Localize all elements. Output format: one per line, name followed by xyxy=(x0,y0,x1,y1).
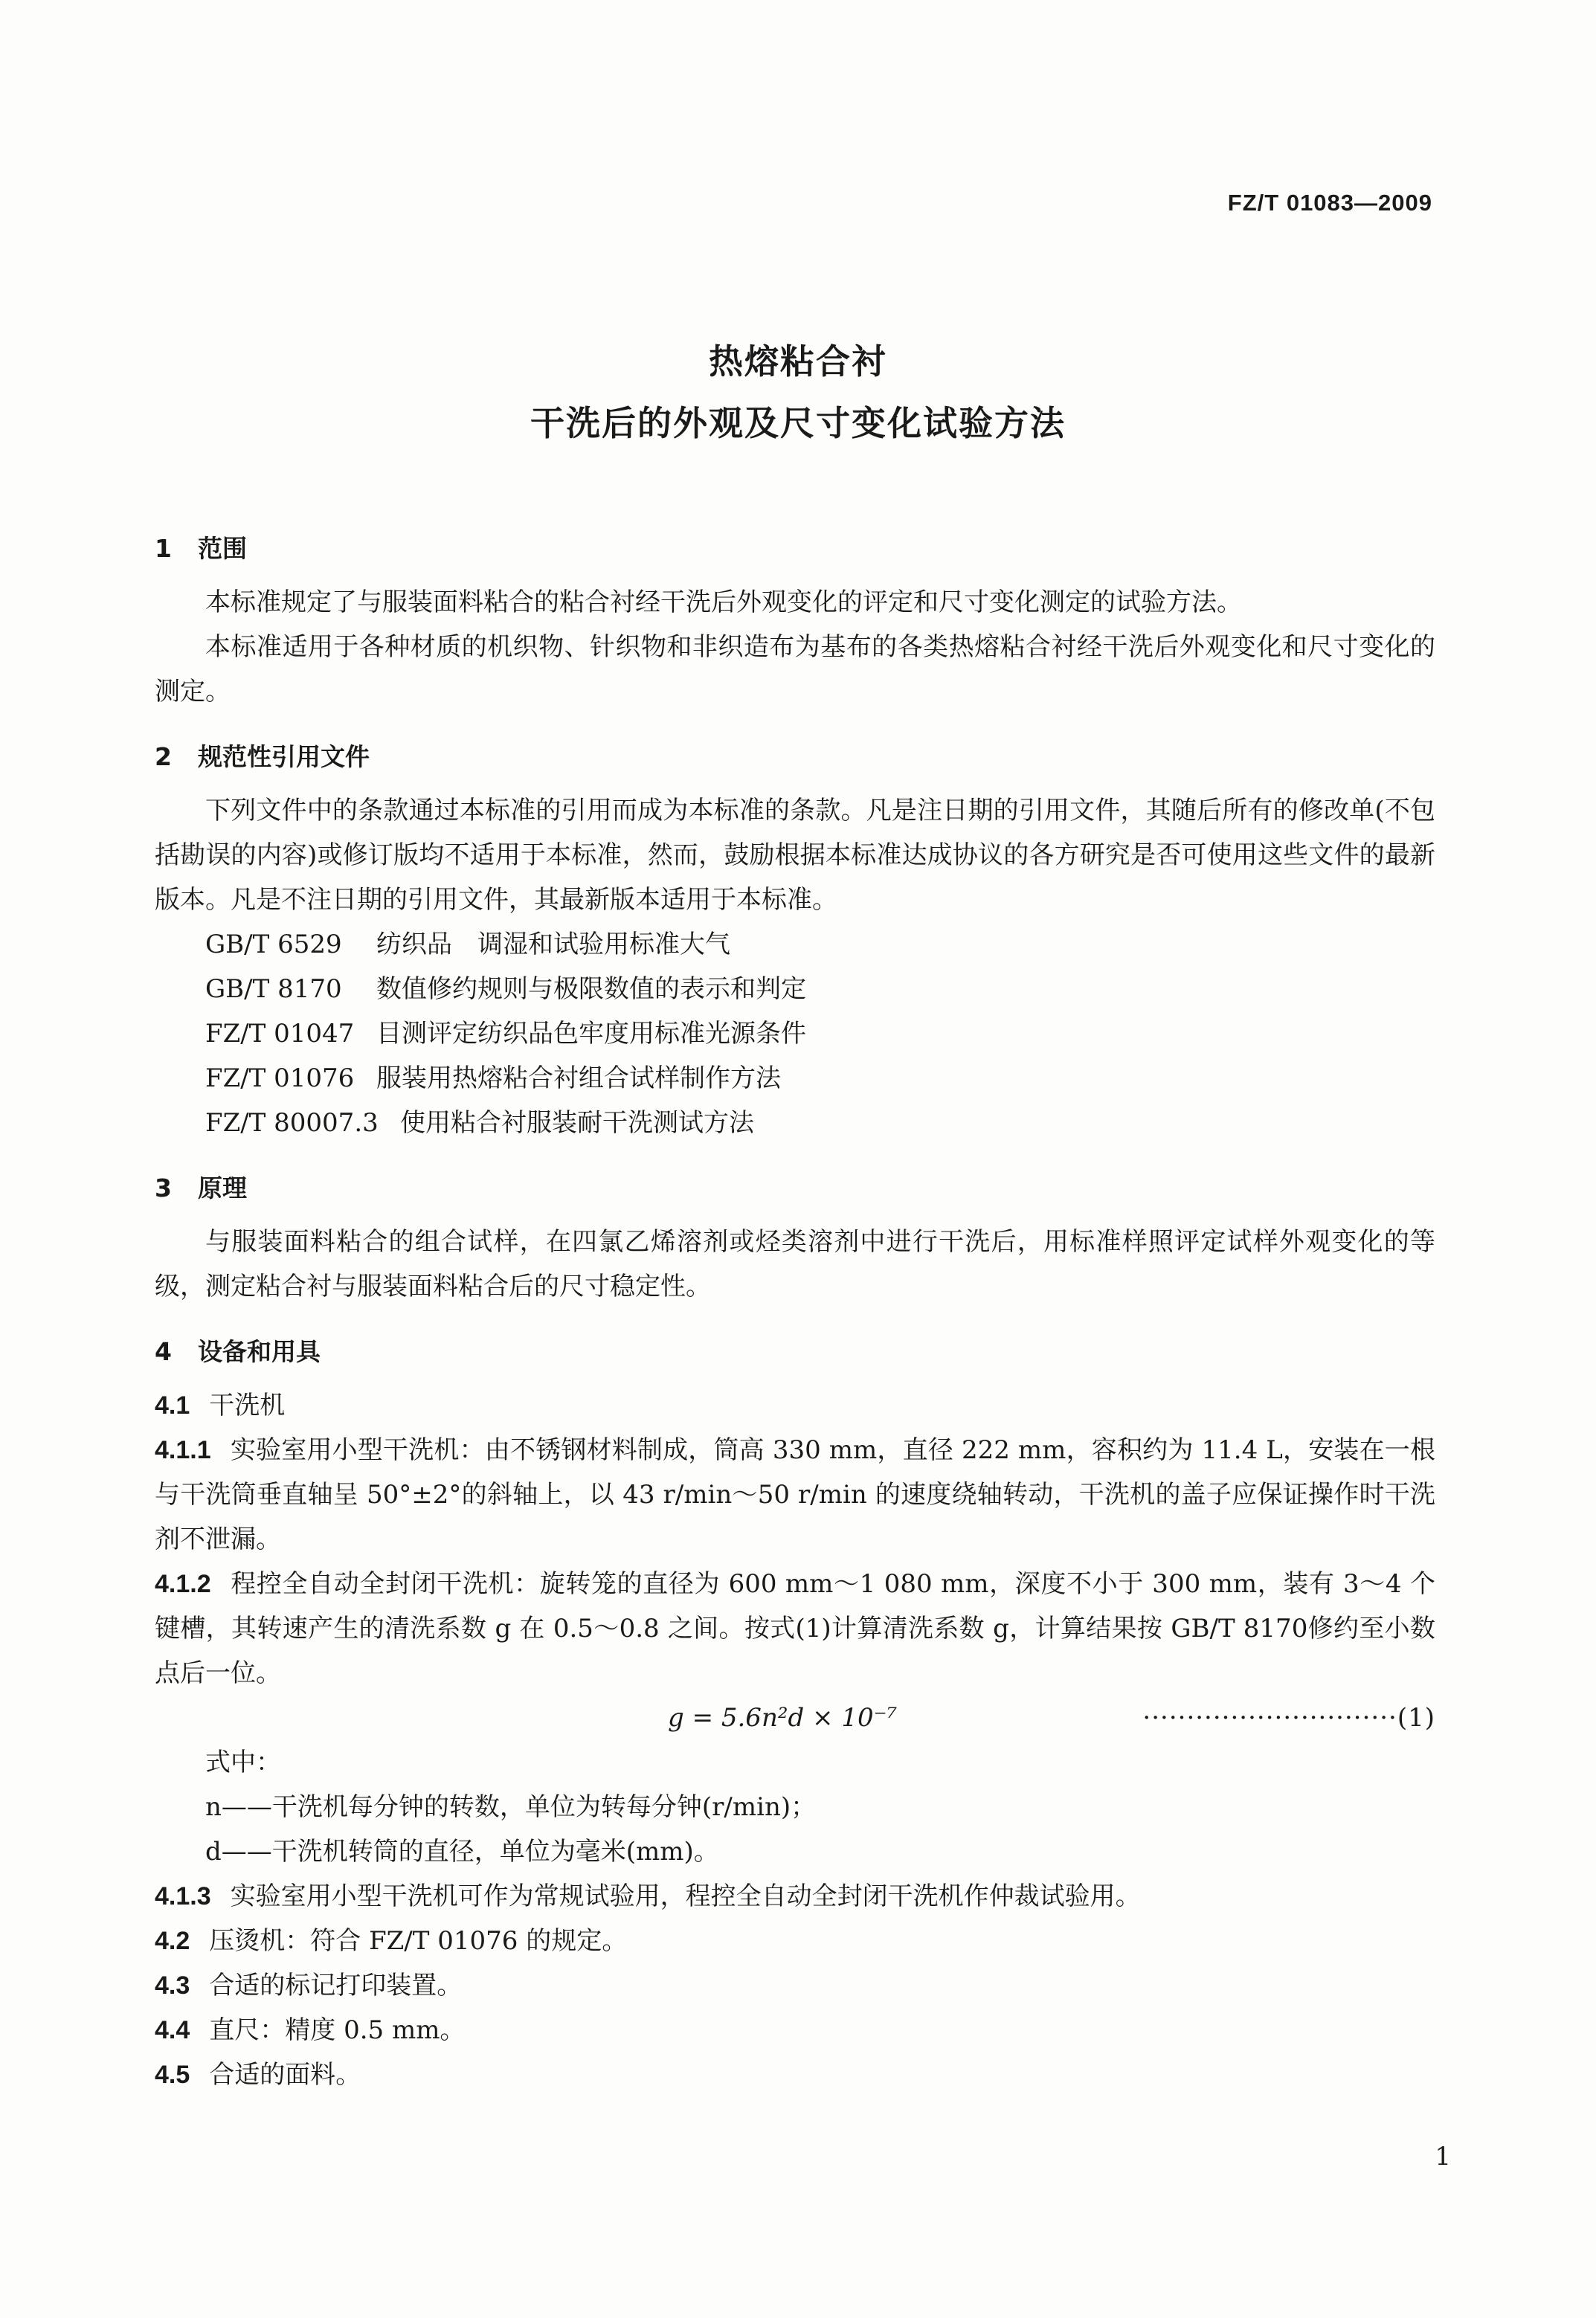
clause-number: 4.1.3 xyxy=(155,1882,211,1910)
reference-item xyxy=(155,1056,1435,1101)
clause-text: 干洗机 xyxy=(209,1391,286,1420)
section-title: 设备和用具 xyxy=(198,1337,321,1366)
clause-number: 4.1.2 xyxy=(155,1570,211,1598)
clause-text: 实验室用小型干洗机可作为常规试验用，程控全自动全封闭干洗机作仲裁试验用。 xyxy=(230,1881,1141,1911)
formula-variable-n: n——干洗机每分钟的转数，单位为转每分钟(r/min)； xyxy=(205,1792,817,1822)
section-number: 3 xyxy=(155,1174,172,1203)
section-title: 规范性引用文件 xyxy=(198,742,370,771)
clause-4-3 xyxy=(155,1963,1435,2008)
reference-title: 纺织品 调湿和试验用标准大气 xyxy=(376,930,730,959)
section-number: 1 xyxy=(155,534,172,563)
clause-4-2 xyxy=(155,1919,1435,1963)
clause-4-1 xyxy=(155,1383,1435,1428)
section-heading-apparatus xyxy=(155,1336,1435,1368)
section-title: 原理 xyxy=(198,1174,247,1203)
clause-number: 4.5 xyxy=(155,2061,190,2089)
reference-code: GB/T 8170 xyxy=(205,974,342,1004)
document-subtitle: 干洗后的外观及尺寸变化试验方法 xyxy=(530,403,1066,443)
clause-4-4 xyxy=(155,2008,1435,2053)
paragraph: 本标准规定了与服装面料粘合的粘合衬经干洗后外观变化的评定和尺寸变化测定的试验方法。 xyxy=(205,587,1242,617)
clause-number: 4.4 xyxy=(155,2016,190,2044)
reference-title: 数值修约规则与极限数值的表示和判定 xyxy=(376,974,806,1004)
formula-where-label: 式中： xyxy=(205,1748,281,1777)
reference-title: 使用粘合衬服装耐干洗测试方法 xyxy=(400,1108,754,1138)
reference-item xyxy=(155,1011,1435,1056)
clause-4-1-3 xyxy=(155,1874,1435,1919)
section-heading-principle xyxy=(155,1172,1435,1205)
clause-text: 压烫机：符合 FZ/T 01076 的规定。 xyxy=(209,1926,628,1956)
reference-code: GB/T 6529 xyxy=(205,930,342,959)
document-title: 热熔粘合衬 xyxy=(709,341,887,381)
section-heading-scope xyxy=(155,532,1435,565)
section-number: 2 xyxy=(155,742,172,771)
document-body xyxy=(155,532,1435,2097)
reference-item xyxy=(155,967,1435,1011)
reference-item xyxy=(155,922,1435,967)
clause-number: 4.2 xyxy=(155,1927,190,1955)
reference-code: FZ/T 80007.3 xyxy=(205,1108,379,1138)
reference-item xyxy=(155,1101,1435,1145)
clause-4-1-1 xyxy=(155,1428,1435,1562)
reference-code: FZ/T 01047 xyxy=(205,1019,355,1049)
clause-text: 合适的面料。 xyxy=(209,2060,361,2090)
page-number: 1 xyxy=(1435,2142,1451,2171)
reference-code: FZ/T 01076 xyxy=(205,1063,355,1093)
clause-text: 实验室用小型干洗机：由不锈钢材料制成，筒高 330 mm，直径 222 mm，容积约为 11.4 L，安装在一根与干洗筒垂直轴呈 50°±2°的斜轴上，以 43 r/min～50 r/min 的速度绕轴转动，干洗机的盖子应保证操作时干洗剂不泄漏。 xyxy=(155,1435,1435,1554)
clause-text: 程控全自动全封闭干洗机：旋转笼的直径为 600 mm～1 080 mm，深度不小于 300 mm，装有 3～4 个键槽，其转速产生的清洗系数 g 在 0.5～0.8 之间。按式(1)计算清洗系数 g，计算结果按 GB/T 8170修约至小数点后一位。 xyxy=(155,1569,1435,1688)
standard-code: FZ/T 01083—2009 xyxy=(1227,190,1432,216)
formula-1 xyxy=(155,1696,1435,1740)
clause-number: 4.3 xyxy=(155,1971,190,2000)
paragraph: 与服装面料粘合的组合试样，在四氯乙烯溶剂或烃类溶剂中进行干洗后，用标准样照评定试样外观变化的等级，测定粘合衬与服装面料粘合后的尺寸稳定性。 xyxy=(155,1227,1435,1301)
formula-expression: g = 5.6n²d × 10⁻⁷ xyxy=(668,1703,898,1733)
clause-text: 合适的标记打印装置。 xyxy=(209,1971,463,2000)
section-number: 4 xyxy=(155,1337,172,1366)
paragraph: 下列文件中的条款通过本标准的引用而成为本标准的条款。凡是注日期的引用文件，其随后所有的修改单(不包括勘误的内容)或修订版均不适用于本标准，然而，鼓励根据本标准达成协议的各方研究是否可使用这些文件的最新版本。凡是不注日期的引用文件，其最新版本适用于本标准。 xyxy=(155,796,1435,915)
clause-number: 4.1.1 xyxy=(155,1436,211,1464)
paragraph: 本标准适用于各种材质的机织物、针织物和非织造布为基布的各类热熔粘合衬经干洗后外观变化和尺寸变化的测定。 xyxy=(155,632,1435,706)
clause-4-5 xyxy=(155,2053,1435,2097)
clause-text: 直尺：精度 0.5 mm。 xyxy=(209,2015,466,2045)
formula-number: ·····························(1) xyxy=(1142,1703,1435,1733)
clause-number: 4.1 xyxy=(155,1391,190,1420)
clause-4-1-2 xyxy=(155,1562,1435,1696)
section-title: 范围 xyxy=(198,534,247,563)
reference-title: 目测评定纺织品色牢度用标准光源条件 xyxy=(376,1019,806,1049)
reference-title: 服装用热熔粘合衬组合试样制作方法 xyxy=(376,1063,781,1093)
section-heading-normative-references xyxy=(155,741,1435,773)
formula-variable-d: d——干洗机转筒的直径，单位为毫米(mm)。 xyxy=(205,1837,719,1867)
